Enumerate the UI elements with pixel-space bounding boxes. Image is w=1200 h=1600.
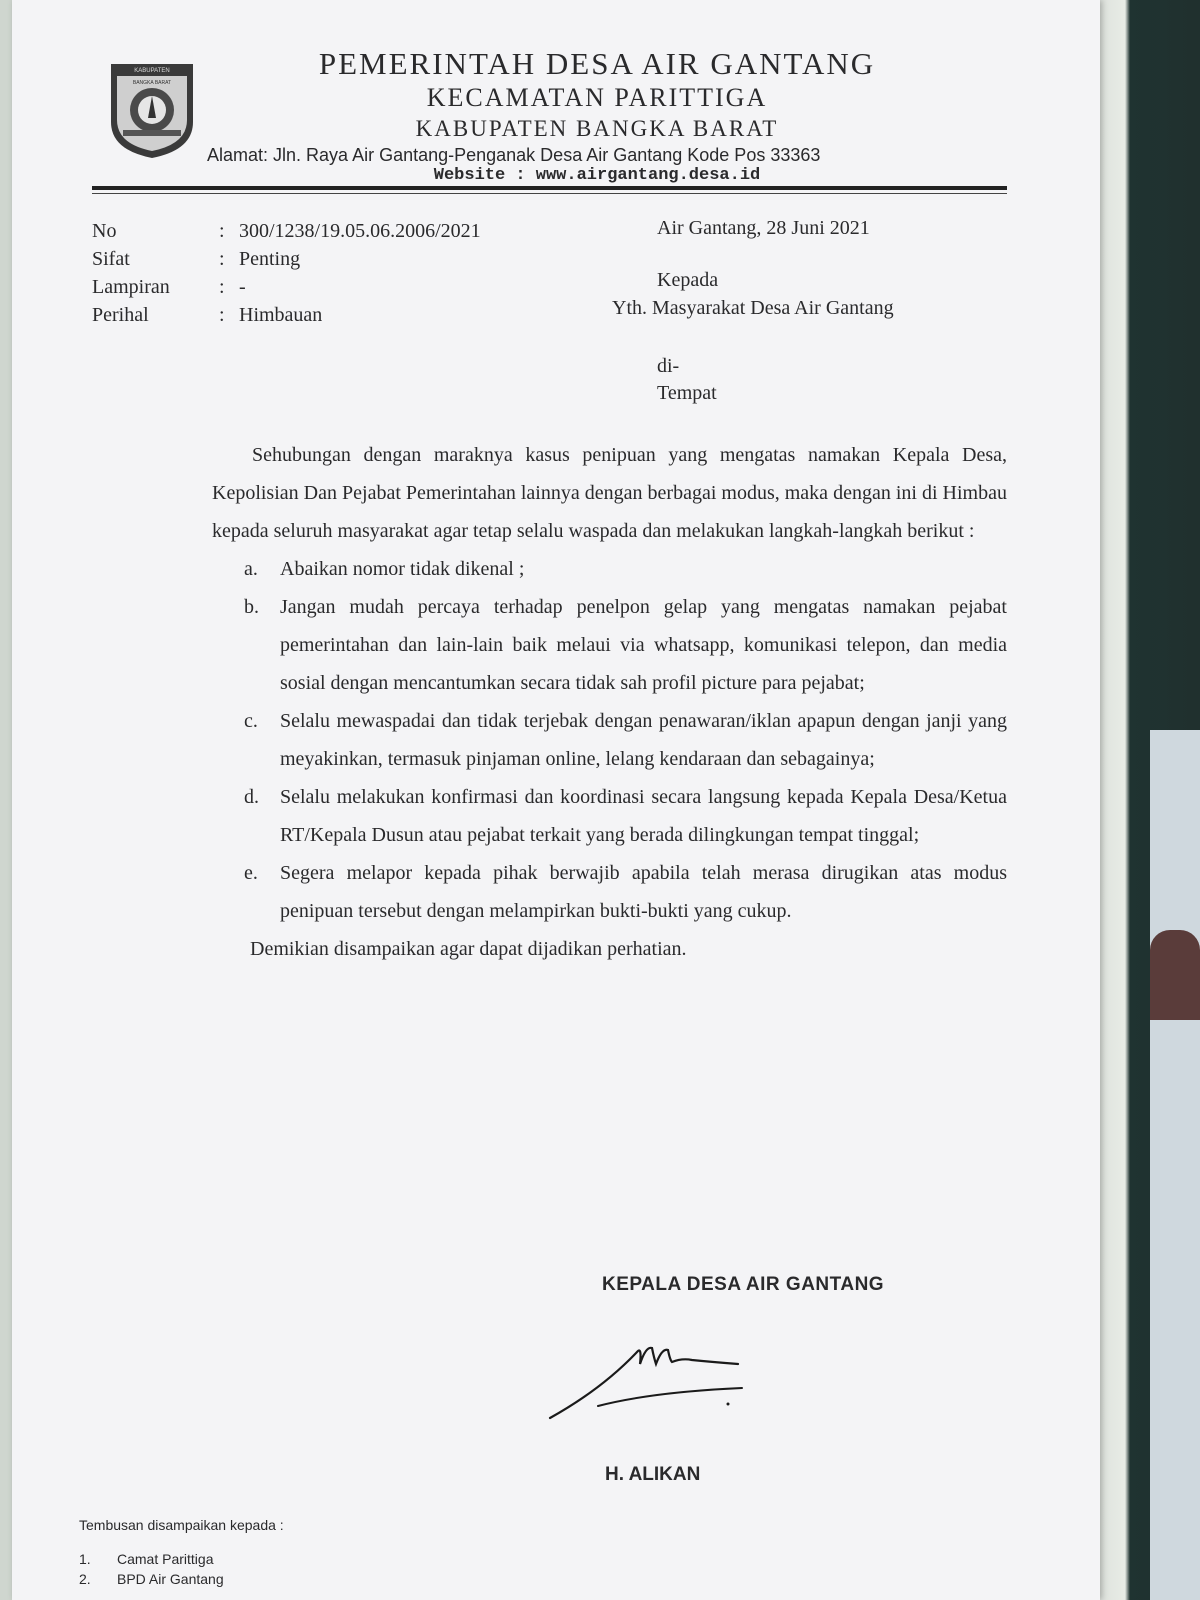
- meta-row-no: [92, 217, 481, 245]
- list-text: Selalu mewaspadai dan tidak terjebak dengan penawaran/iklan apapun dengan janji yang meyakinkan, termasuk pinjaman online, lelang kendaraan dan sebagainya;: [280, 710, 1007, 770]
- letter-page: [12, 0, 1100, 1600]
- list-item: [212, 588, 1007, 702]
- regency-logo-icon: [107, 60, 197, 160]
- recipient-tempat: Tempat: [657, 382, 717, 404]
- signatory-title: KEPALA DESA AIR GANTANG: [602, 1274, 885, 1295]
- letterhead-line-1: PEMERINTAH DESA AIR GANTANG: [318, 46, 876, 81]
- list-text: Abaikan nomor tidak dikenal ;: [280, 558, 525, 580]
- list-letter: b.: [244, 596, 259, 618]
- svg-text:BANGKA BARAT: BANGKA BARAT: [132, 80, 172, 86]
- place-date: Air Gantang, 28 Juni 2021: [657, 217, 870, 239]
- letterhead-rule-thick: [92, 186, 1007, 190]
- background-window: [1150, 730, 1200, 1600]
- letterhead: [202, 46, 992, 186]
- list-text: Jangan mudah percaya terhadap penelpon gelap yang mengatas namakan pejabat pemerintahan dan lain-lain baik melaui via whatsapp, komunikasi telepon, dan media sosial dengan mencantumkan secara tidak sah profil picture para pejabat;: [280, 596, 1007, 694]
- meta-key: No: [92, 219, 117, 242]
- list-item: [212, 778, 1007, 854]
- list-letter: c.: [244, 710, 258, 732]
- recipient-kepada: Kepada: [657, 269, 719, 291]
- list-number: 1.: [79, 1551, 91, 1567]
- meta-value: 300/1238/19.05.06.2006/2021: [239, 219, 481, 242]
- list-letter: d.: [244, 786, 259, 808]
- background-person: [1150, 930, 1200, 1020]
- list-text: Camat Parittiga: [117, 1551, 214, 1567]
- meta-colon: :: [219, 275, 225, 298]
- list-item: [212, 550, 1007, 588]
- letter-body: [212, 436, 1007, 968]
- letter-meta: [92, 217, 481, 329]
- recipient-name: Yth. Masyarakat Desa Air Gantang: [612, 297, 894, 319]
- list-text: Segera melapor kepada pihak berwajib apabila telah merasa dirugikan atas modus penipuan tersebut dengan melampirkan bukti-bukti yang cukup.: [280, 862, 1007, 922]
- recipient-di: di-: [657, 355, 680, 377]
- svg-text:KABUPATEN: KABUPATEN: [134, 68, 170, 74]
- handwritten-signature-icon: [542, 1334, 762, 1424]
- meta-value: -: [239, 275, 246, 298]
- list-number: 2.: [79, 1571, 91, 1587]
- list-letter: a.: [244, 558, 258, 580]
- meta-key: Perihal: [92, 303, 149, 326]
- list-text: Selalu melakukan konfirmasi dan koordinasi secara langsung kepada Kepala Desa/Ketua RT/Kepala Dusun atau pejabat terkait yang berada dilingkungan tempat tinggal;: [280, 786, 1007, 846]
- list-item: [212, 702, 1007, 778]
- letterhead-address: Alamat: Jln. Raya Air Gantang-Penganak Desa Air Gantang Kode Pos 33363: [207, 145, 821, 165]
- meta-row-sifat: [92, 245, 481, 273]
- letterhead-rule-thin: [92, 193, 1007, 194]
- meta-row-lampiran: [92, 273, 481, 301]
- signatory-name: H. ALIKAN: [605, 1464, 701, 1485]
- letterhead-website: Website : www.airgantang.desa.id: [433, 166, 761, 185]
- carbon-copy-list: [79, 1517, 284, 1591]
- list-text: BPD Air Gantang: [117, 1571, 224, 1587]
- meta-value: Penting: [239, 247, 301, 270]
- meta-key: Lampiran: [92, 275, 170, 298]
- list-item: [79, 1551, 284, 1571]
- list-item: [212, 854, 1007, 930]
- advice-list: [212, 550, 1007, 930]
- meta-colon: :: [219, 303, 225, 326]
- list-letter: e.: [244, 862, 258, 884]
- intro-paragraph: Sehubungan dengan maraknya kasus penipuan yang mengatas namakan Kepala Desa, Kepolisian Dan Pejabat Pemerintahan lainnya dengan berbagai modus, maka dengan ini di Himbau kepada seluruh masyarakat agar tetap selalu waspada dan melakukan langkah-langkah berikut :: [212, 444, 1007, 542]
- letterhead-line-3: KABUPATEN BANGKA BARAT: [415, 116, 779, 141]
- meta-colon: :: [219, 219, 225, 242]
- list-item: [79, 1571, 284, 1591]
- signature-block: [602, 1274, 962, 1485]
- meta-key: Sifat: [92, 247, 130, 270]
- meta-colon: :: [219, 247, 225, 270]
- carbon-copy-title: Tembusan disampaikan kepada :: [79, 1517, 284, 1533]
- meta-value: Himbauan: [239, 303, 323, 326]
- meta-row-perihal: [92, 301, 481, 329]
- letterhead-line-2: KECAMATAN PARITTIGA: [426, 83, 768, 112]
- closing-sentence: Demikian disampaikan agar dapat dijadikan perhatian.: [250, 938, 687, 960]
